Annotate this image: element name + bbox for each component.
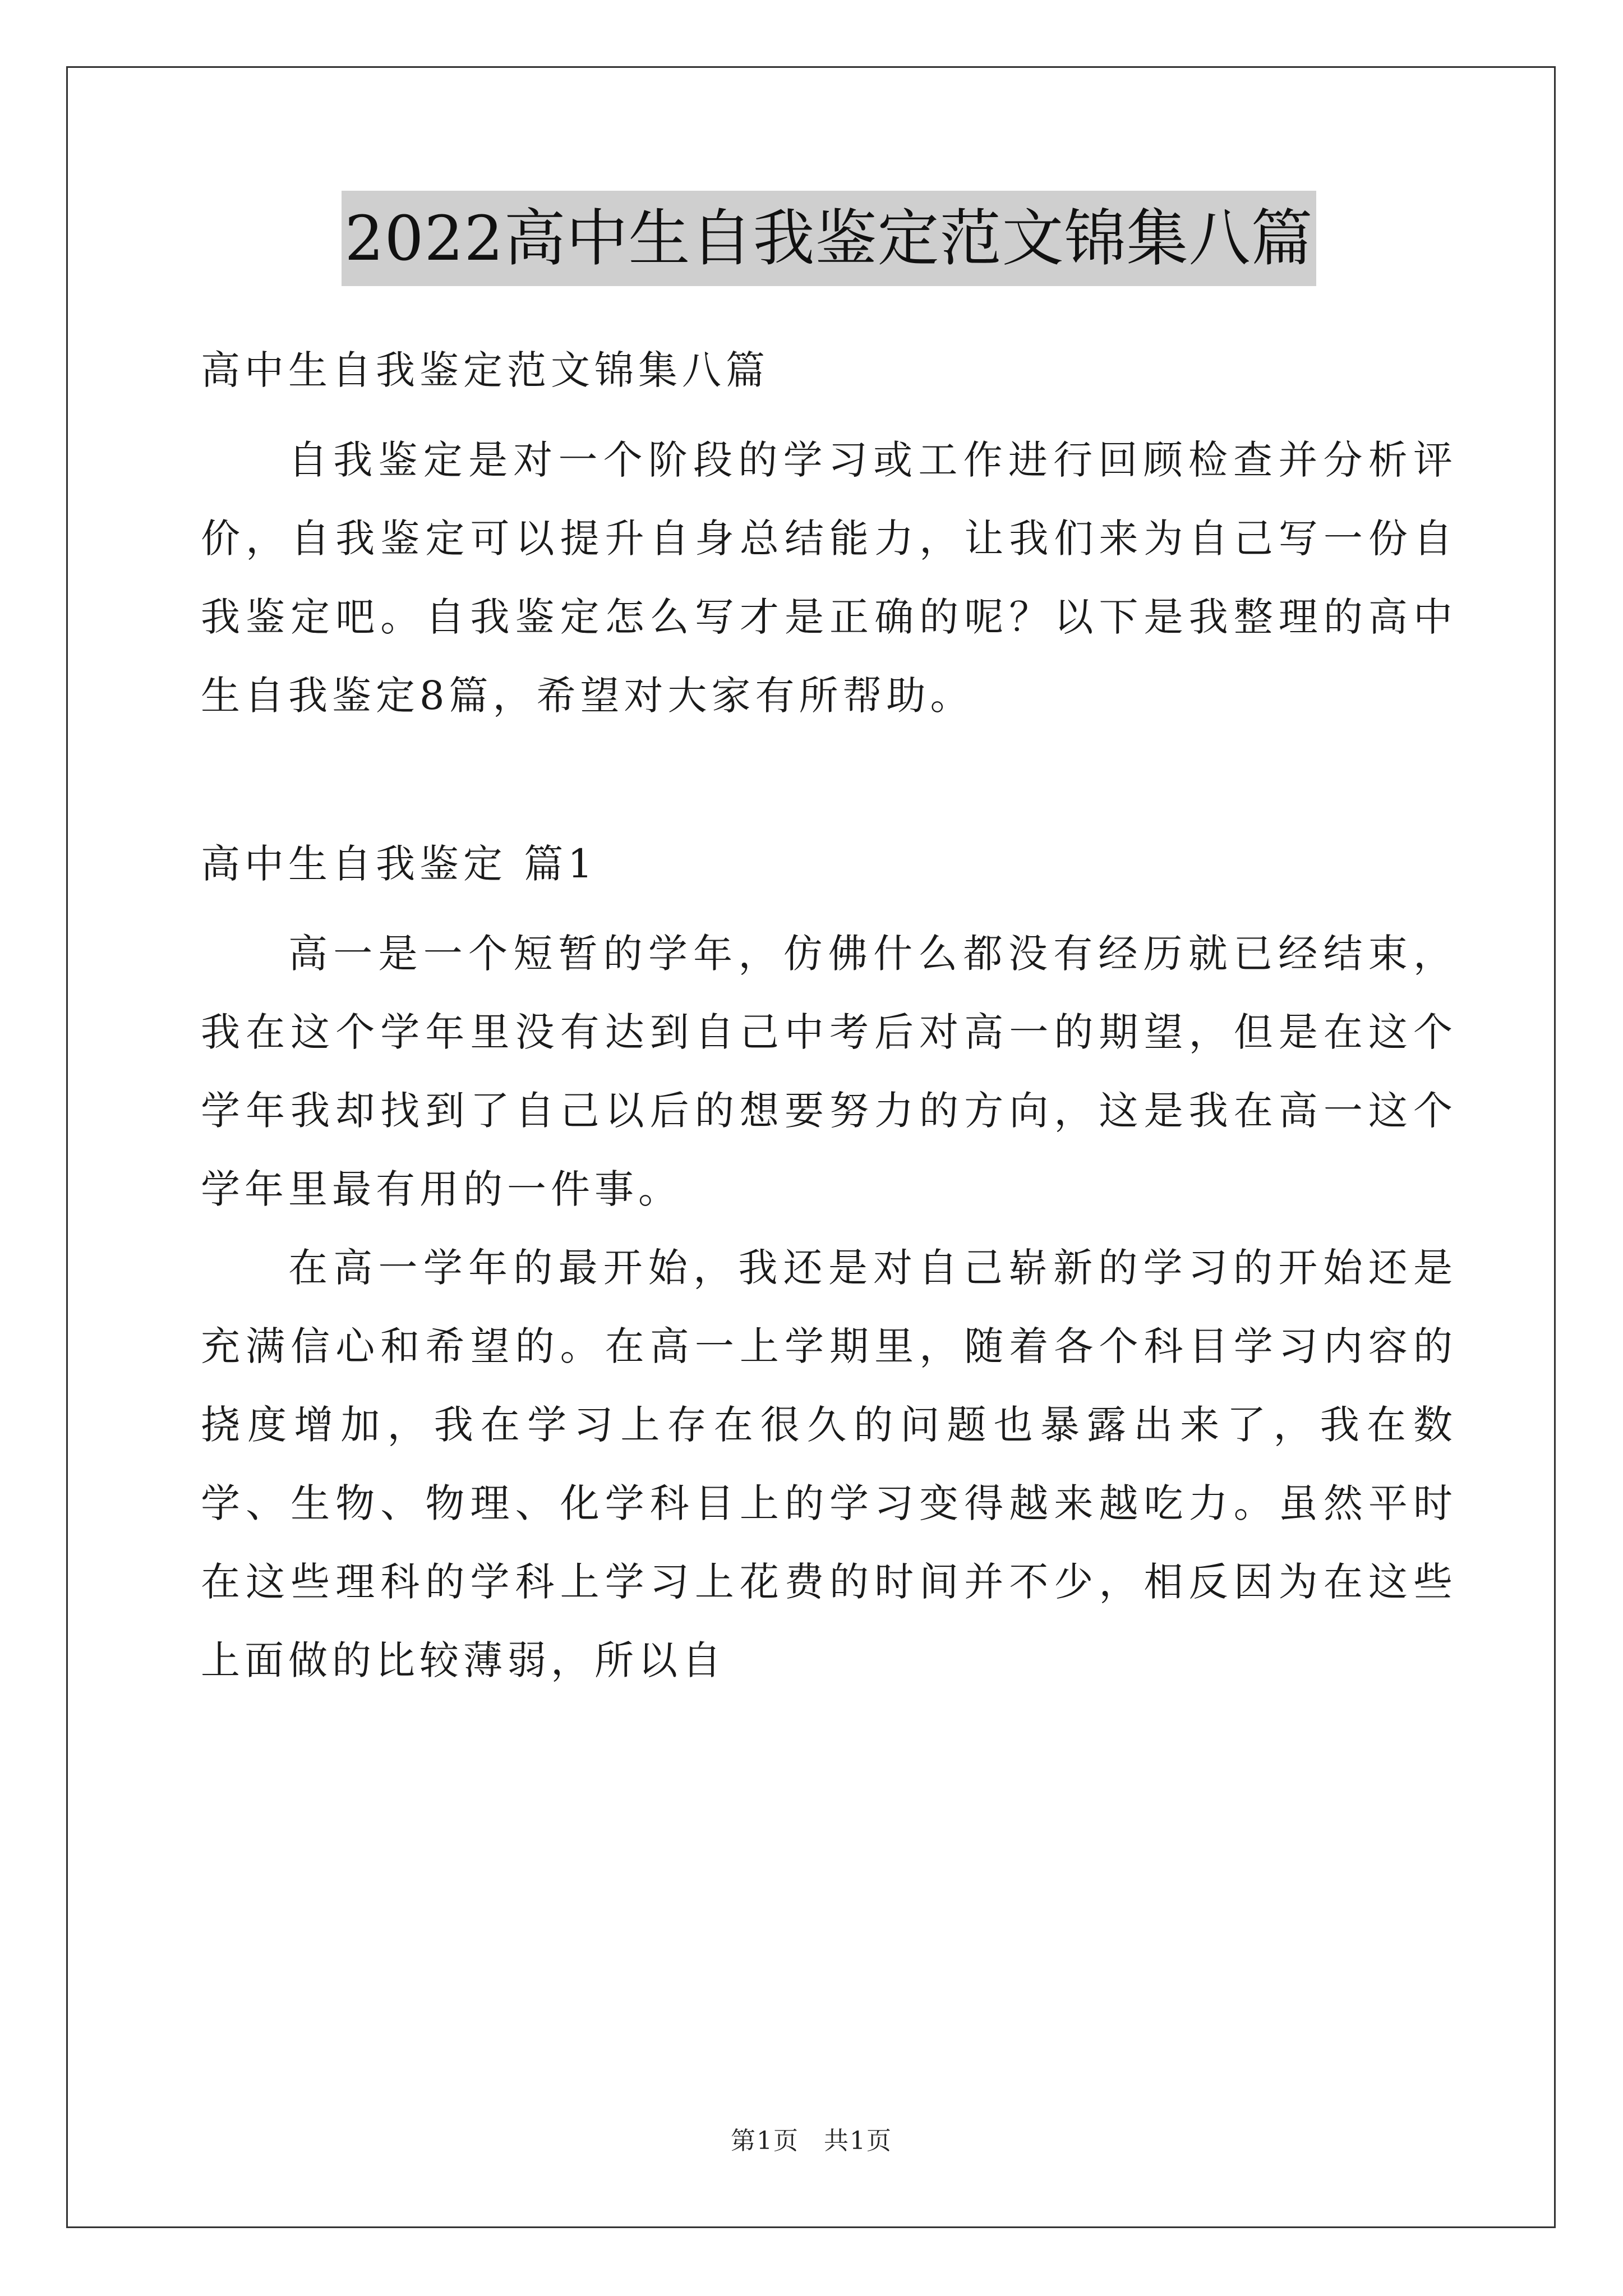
document-title: 2022高中生自我鉴定范文锦集八篇 [342, 191, 1317, 286]
page-footer [0, 2120, 1623, 2156]
body-paragraph: 在高一学年的最开始，我还是对自己崭新的学习的开始还是充满信心和希望的。在高一上学期里，随着各个科目学习内容的挠度增加，我在学习上存在很久的问题也暴露出来了，我在数学、生物、物理、化学科目上的学习变得越来越吃力。虽然平时在这些理科的学科上学习上花费的时间并不少，相反因为在这些上面做的比较薄弱，所以自 [201, 1245, 1457, 1683]
intro-paragraph: 自我鉴定是对一个阶段的学习或工作进行回顾检查并分析评价，自我鉴定可以提升自身总结能力，让我们来为自己写一份自我鉴定吧。自我鉴定怎么写才是正确的呢？以下是我整理的高中生自我鉴定8篇，希望对大家有所帮助。 [201, 437, 1457, 719]
section-heading: 高中生自我鉴定 篇1 [201, 841, 597, 887]
body-paragraph: 高一是一个短暂的学年，仿佛什么都没有经历就已经结束，我在这个学年里没有达到自己中考后对高一的期望，但是在这个学年我却找到了自己以后的想要努力的方向，这是我在高一这个学年里最有用的一件事。 [201, 931, 1457, 1212]
page-total: 共1页 [824, 2127, 892, 2155]
page-number: 第1页 [731, 2127, 799, 2155]
title-container [201, 191, 1457, 286]
document-subtitle: 高中生自我鉴定范文锦集八篇 [201, 347, 769, 393]
document-body [201, 191, 1457, 1700]
